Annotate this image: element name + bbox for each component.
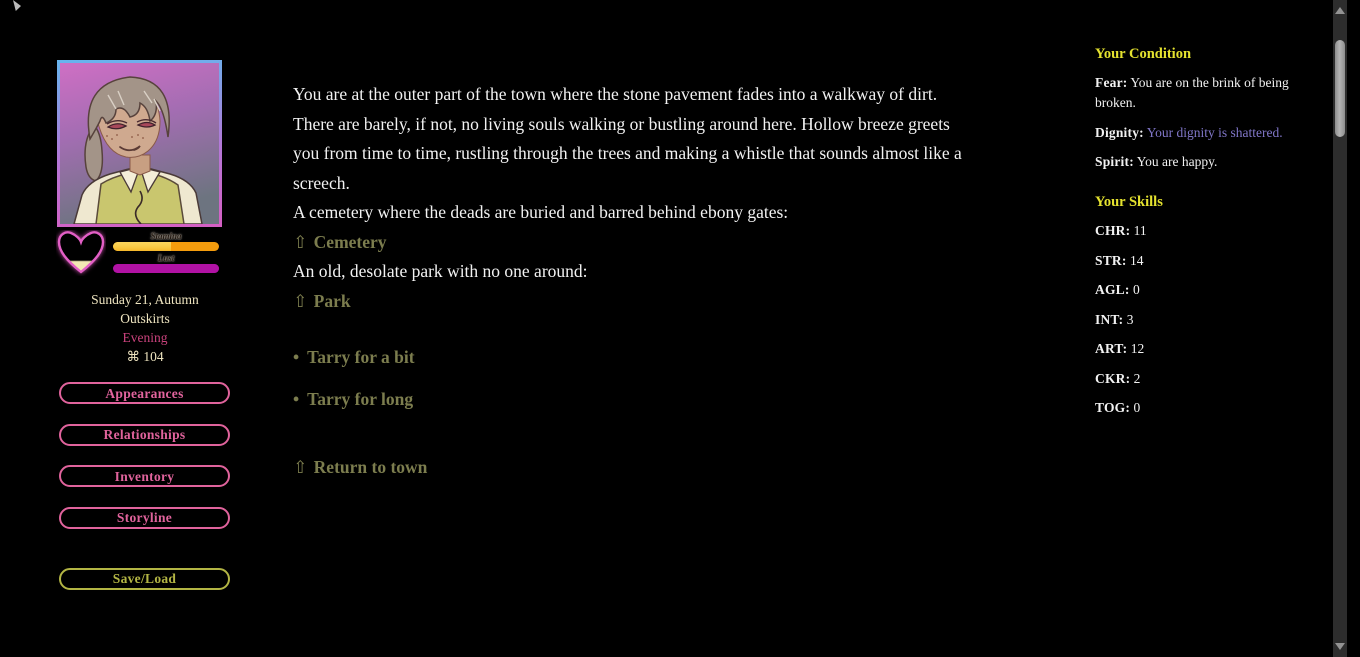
- skill-row-art: [1095, 339, 1307, 359]
- location-label: Outskirts: [120, 311, 170, 326]
- relationships-button[interactable]: Relationships: [59, 424, 230, 446]
- ckr-value: 2: [1133, 370, 1141, 386]
- art-value: 12: [1130, 341, 1145, 356]
- money-row: [54, 347, 236, 366]
- money-value: 104: [143, 349, 164, 364]
- stamina-bar: [113, 242, 219, 251]
- bullet-icon: •: [293, 389, 300, 409]
- agl-label: AGL:: [1095, 282, 1130, 297]
- cemetery-link[interactable]: [293, 228, 387, 258]
- scroll-down-icon[interactable]: [1335, 643, 1345, 650]
- park-link[interactable]: [293, 287, 351, 317]
- park-description: An old, desolate park with no one around:: [293, 261, 588, 281]
- tarry-long-label: Tarry for long: [307, 389, 414, 409]
- vitals-row: [57, 230, 237, 276]
- dignity-stat: [1095, 123, 1307, 143]
- character-sidebar: [57, 60, 237, 609]
- cursor-artifact: [13, 0, 21, 11]
- skill-row-chr: [1095, 221, 1307, 241]
- spirit-value: You are happy.: [1136, 154, 1218, 169]
- sidebar-menu: [59, 382, 237, 590]
- chr-value: 11: [1133, 223, 1147, 238]
- agl-value: 0: [1132, 282, 1140, 297]
- health-heart-icon: [56, 230, 106, 276]
- skills-title: Your Skills: [1095, 194, 1163, 210]
- appearances-button[interactable]: Appearances: [59, 382, 230, 404]
- scrollbar-thumb[interactable]: [1335, 40, 1345, 137]
- tarry-short-link[interactable]: [293, 343, 415, 373]
- tog-label: TOG:: [1095, 400, 1131, 415]
- storyline-button[interactable]: Storyline: [59, 507, 230, 529]
- status-sidebar: [1095, 44, 1307, 428]
- dignity-value: Your dignity is shattered.: [1146, 124, 1283, 140]
- fear-stat: [1095, 73, 1307, 113]
- stamina-bar-fill: [113, 242, 171, 251]
- time-of-day: Evening: [122, 330, 168, 345]
- return-to-town-link[interactable]: [293, 453, 427, 483]
- skill-row-tog: [1095, 398, 1307, 418]
- return-link-label: Return to town: [313, 456, 428, 477]
- stamina-label: Stamina: [150, 231, 182, 241]
- skill-row-int: [1095, 310, 1307, 330]
- dignity-label: Dignity:: [1095, 124, 1144, 140]
- inventory-button[interactable]: Inventory: [59, 465, 230, 487]
- int-value: 3: [1126, 311, 1134, 327]
- status-bars: [113, 230, 219, 275]
- bullet-icon: •: [293, 347, 300, 367]
- money-icon: ⌘: [126, 349, 140, 364]
- nav-arrow-icon: ⇧: [293, 290, 308, 311]
- chr-label: CHR:: [1095, 223, 1131, 238]
- date-block: [54, 290, 236, 366]
- character-portrait: [60, 63, 219, 224]
- nav-arrow-icon: ⇧: [293, 231, 308, 252]
- ckr-label: CKR:: [1095, 370, 1131, 386]
- story-paragraph: You are at the outer part of the town where the stone pavement fades into a walkway of dirt. There are barely, if not, no living souls walking or bustling around here. Hollow breeze greets you from time to time, rustling through the trees and making a whistle that sounds almost like a screech.: [293, 84, 962, 193]
- spirit-label: Spirit:: [1095, 154, 1134, 169]
- lust-label: Lust: [157, 253, 175, 263]
- condition-title: Your Condition: [1095, 46, 1192, 62]
- nav-arrow-icon: ⇧: [293, 456, 308, 477]
- save-load-button[interactable]: Save/Load: [59, 568, 230, 590]
- fear-label: Fear:: [1095, 75, 1128, 90]
- lust-bar: [113, 264, 219, 273]
- portrait-frame: [57, 60, 222, 227]
- story-passage: [293, 80, 975, 482]
- game-date: Sunday 21, Autumn: [91, 292, 199, 307]
- tarry-long-link[interactable]: [293, 385, 413, 415]
- vertical-scrollbar[interactable]: [1333, 0, 1347, 657]
- str-label: STR:: [1095, 252, 1127, 268]
- lust-bar-fill: [113, 264, 219, 273]
- skill-row-ckr: [1095, 369, 1307, 389]
- skill-row-str: [1095, 251, 1307, 271]
- cemetery-link-label: Cemetery: [313, 231, 387, 252]
- fear-value: You are on the brink of being broken.: [1095, 75, 1289, 110]
- park-link-label: Park: [313, 290, 351, 311]
- str-value: 14: [1129, 252, 1144, 268]
- tarry-short-label: Tarry for a bit: [307, 347, 415, 367]
- int-label: INT:: [1095, 311, 1124, 327]
- art-label: ART:: [1095, 341, 1128, 356]
- scroll-up-icon[interactable]: [1335, 7, 1345, 14]
- skill-row-agl: [1095, 280, 1307, 300]
- spirit-stat: [1095, 152, 1307, 172]
- cemetery-description: A cemetery where the deads are buried and barred behind ebony gates:: [293, 202, 789, 222]
- tog-value: 0: [1133, 400, 1141, 415]
